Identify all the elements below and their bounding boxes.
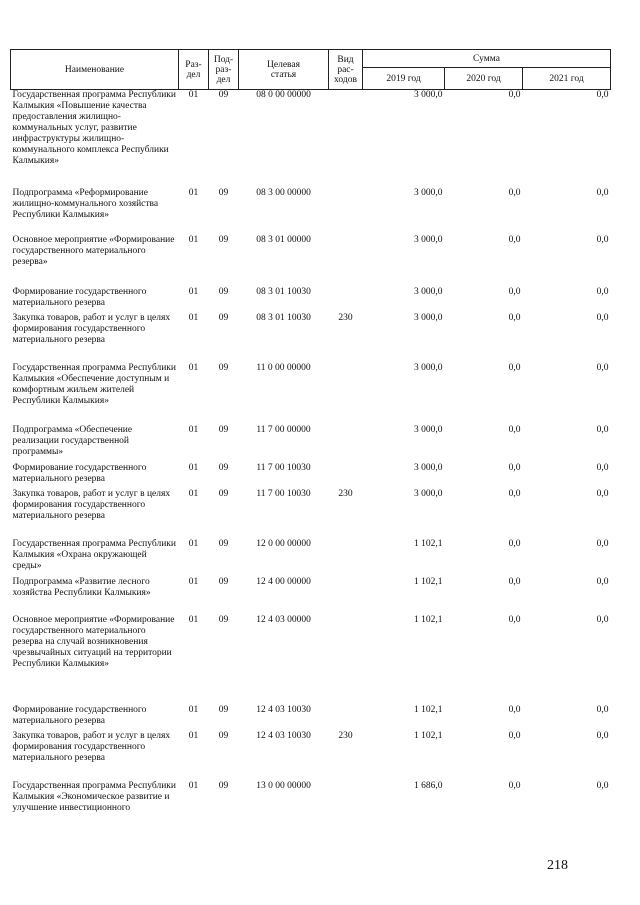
row-2021-cell: 0,0 xyxy=(596,614,609,625)
row-target-cell: 08 3 01 10030 xyxy=(256,286,311,297)
row-subsection-cell: 09 xyxy=(218,424,229,435)
row-2019-cell: 1 102,1 xyxy=(414,704,443,715)
row-expense-type-cell xyxy=(329,287,363,313)
row-expense-type-cell xyxy=(329,235,363,287)
row-target-cell: 08 3 00 00000 xyxy=(256,187,311,198)
row-subsection-cell: 09 xyxy=(218,614,229,625)
row-target-cell: 11 7 00 10030 xyxy=(256,462,311,473)
row-name-cell: Государственная программа Республики Калмыкия «Экономическое развитие и улучшение инвестиционного xyxy=(12,780,176,813)
row-section-cell: 01 xyxy=(188,312,199,323)
row-2019-cell: 1 686,0 xyxy=(414,780,443,791)
header-target: Целевая статья xyxy=(239,50,329,90)
row-name-cell: Формирование государственного материального резерва xyxy=(12,286,147,308)
table-row xyxy=(11,539,611,577)
row-2019-cell: 1 102,1 xyxy=(414,538,443,549)
row-target-cell: 08 3 01 00000 xyxy=(256,234,311,245)
row-section-cell: 01 xyxy=(188,576,199,587)
row-2021-cell: 0,0 xyxy=(596,187,609,198)
row-section-cell: 01 xyxy=(188,187,199,198)
row-expense-type-cell: 230 xyxy=(338,730,353,741)
row-section-cell: 01 xyxy=(188,286,199,297)
row-2019-cell: 3 000,0 xyxy=(414,462,443,473)
row-2020-cell: 0,0 xyxy=(508,576,521,587)
row-expense-type-cell xyxy=(329,363,363,425)
row-expense-type-cell xyxy=(329,463,363,489)
row-2019-cell: 3 000,0 xyxy=(414,312,443,323)
row-name-cell: Государственная программа Республики Калмыкия «Охрана окружающей среды» xyxy=(12,538,176,571)
row-expense-type-cell xyxy=(329,781,363,833)
table-body xyxy=(11,90,611,833)
row-section-cell: 01 xyxy=(188,488,199,499)
row-2020-cell: 0,0 xyxy=(508,234,521,245)
row-2020-cell: 0,0 xyxy=(508,730,521,741)
row-name-cell: Государственная программа Республики Калмыкия «Повышение качества предоставления жилищно-коммунальных услуг, развитие инфраструктуры жилищно-коммунального комплекса Республики Калмыкия» xyxy=(12,90,176,166)
row-name-cell: Подпрограмма «Развитие лесного хозяйства Республики Калмыкия» xyxy=(12,576,151,598)
row-name-cell: Подпрограмма «Обеспечение реализации государственной программы» xyxy=(12,424,133,457)
header-name: Наименование xyxy=(11,50,179,90)
row-2019-cell: 3 000,0 xyxy=(414,234,443,245)
row-subsection-cell: 09 xyxy=(218,187,229,198)
row-subsection-cell: 09 xyxy=(218,730,229,741)
row-2019-cell: 3 000,0 xyxy=(414,424,443,435)
row-2020-cell: 0,0 xyxy=(508,704,521,715)
row-subsection-cell: 09 xyxy=(218,90,229,100)
row-section-cell: 01 xyxy=(188,614,199,625)
row-expense-type-cell xyxy=(329,615,363,705)
table-row xyxy=(11,188,611,235)
row-2021-cell: 0,0 xyxy=(596,424,609,435)
row-subsection-cell: 09 xyxy=(218,286,229,297)
table-row xyxy=(11,705,611,731)
row-2020-cell: 0,0 xyxy=(508,187,521,198)
row-target-cell: 12 4 03 00000 xyxy=(256,614,311,625)
table-row xyxy=(11,235,611,287)
table-row xyxy=(11,577,611,615)
row-target-cell: 12 4 03 10030 xyxy=(256,704,311,715)
page-number: 218 xyxy=(547,858,568,873)
row-2020-cell: 0,0 xyxy=(508,312,521,323)
row-expense-type-cell xyxy=(329,188,363,235)
row-name-cell: Основное мероприятие «Формирование государственного материального резерва» xyxy=(12,234,175,267)
row-section-cell: 01 xyxy=(188,462,199,473)
row-subsection-cell: 09 xyxy=(218,576,229,587)
row-target-cell: 12 4 03 10030 xyxy=(256,730,311,741)
row-section-cell: 01 xyxy=(188,538,199,549)
row-2021-cell: 0,0 xyxy=(596,312,609,323)
row-2021-cell: 0,0 xyxy=(596,730,609,741)
row-target-cell: 12 4 00 00000 xyxy=(256,576,311,587)
row-2021-cell: 0,0 xyxy=(596,576,609,587)
row-expense-type-cell xyxy=(329,90,363,188)
row-section-cell: 01 xyxy=(188,362,199,373)
row-name-cell: Закупка товаров, работ и услуг в целях формирования государственного материального резерва xyxy=(12,312,171,345)
budget-table xyxy=(10,49,611,833)
row-subsection-cell: 09 xyxy=(218,704,229,715)
row-target-cell: 11 0 00 00000 xyxy=(256,362,311,373)
row-2020-cell: 0,0 xyxy=(508,90,521,100)
row-2019-cell: 3 000,0 xyxy=(414,187,443,198)
row-section-cell: 01 xyxy=(188,234,199,245)
row-2021-cell: 0,0 xyxy=(596,362,609,373)
row-subsection-cell: 09 xyxy=(218,780,229,791)
table-row xyxy=(11,781,611,833)
row-expense-type-cell: 230 xyxy=(338,488,353,499)
row-name-cell: Государственная программа Республики Калмыкия «Обеспечение доступным и комфортным жильем жителей Республики Калмыкия» xyxy=(12,362,176,406)
table-row xyxy=(11,287,611,313)
row-section-cell: 01 xyxy=(188,704,199,715)
row-target-cell: 11 7 00 10030 xyxy=(256,488,311,499)
row-2020-cell: 0,0 xyxy=(508,424,521,435)
row-section-cell: 01 xyxy=(188,90,199,100)
row-2019-cell: 1 102,1 xyxy=(414,614,443,625)
row-2019-cell: 3 000,0 xyxy=(414,286,443,297)
row-name-cell: Основное мероприятие «Формирование государственного материального резерва на случай возникновения чрезвычайных ситуаций на территории Республики Калмыкия» xyxy=(12,614,175,669)
row-expense-type-cell xyxy=(329,705,363,731)
header-2020: 2020 год xyxy=(445,68,523,90)
header-2021: 2021 год xyxy=(523,68,611,90)
row-subsection-cell: 09 xyxy=(218,462,229,473)
header-2019: 2019 год xyxy=(363,68,445,90)
row-2020-cell: 0,0 xyxy=(508,362,521,373)
row-subsection-cell: 09 xyxy=(218,234,229,245)
row-name-cell: Формирование государственного материального резерва xyxy=(12,704,147,726)
table-row xyxy=(11,463,611,489)
row-2019-cell: 3 000,0 xyxy=(414,362,443,373)
row-2019-cell: 1 102,1 xyxy=(414,576,443,587)
row-section-cell: 01 xyxy=(188,780,199,791)
row-2019-cell: 3 000,0 xyxy=(414,90,443,100)
row-2019-cell: 1 102,1 xyxy=(414,730,443,741)
row-2021-cell: 0,0 xyxy=(596,538,609,549)
row-target-cell: 08 3 01 10030 xyxy=(256,312,311,323)
row-2020-cell: 0,0 xyxy=(508,286,521,297)
header-subsection: Под- раз- дел xyxy=(209,50,239,90)
table-row xyxy=(11,489,611,539)
row-2020-cell: 0,0 xyxy=(508,488,521,499)
row-section-cell: 01 xyxy=(188,730,199,741)
row-2021-cell: 0,0 xyxy=(596,286,609,297)
row-2020-cell: 0,0 xyxy=(508,462,521,473)
table-row xyxy=(11,425,611,463)
row-target-cell: 08 0 00 00000 xyxy=(256,90,311,100)
row-subsection-cell: 09 xyxy=(218,488,229,499)
row-expense-type-cell xyxy=(329,425,363,463)
row-2020-cell: 0,0 xyxy=(508,614,521,625)
table-row xyxy=(11,90,611,188)
row-2020-cell: 0,0 xyxy=(508,538,521,549)
row-name-cell: Закупка товаров, работ и услуг в целях формирования государственного материального резерва xyxy=(12,730,171,763)
table-row xyxy=(11,615,611,705)
header-section: Раз- дел xyxy=(179,50,209,90)
row-2021-cell: 0,0 xyxy=(596,462,609,473)
row-2019-cell: 3 000,0 xyxy=(414,488,443,499)
row-name-cell: Формирование государственного материального резерва xyxy=(12,462,147,484)
row-2021-cell: 0,0 xyxy=(596,90,609,100)
row-2020-cell: 0,0 xyxy=(508,780,521,791)
row-subsection-cell: 09 xyxy=(218,362,229,373)
row-target-cell: 11 7 00 00000 xyxy=(256,424,311,435)
row-target-cell: 12 0 00 00000 xyxy=(256,538,311,549)
table-row xyxy=(11,363,611,425)
table-row xyxy=(11,731,611,781)
row-subsection-cell: 09 xyxy=(218,538,229,549)
row-expense-type-cell: 230 xyxy=(338,312,353,323)
row-target-cell: 13 0 00 00000 xyxy=(256,780,311,791)
row-2021-cell: 0,0 xyxy=(596,488,609,499)
row-expense-type-cell xyxy=(329,577,363,615)
row-name-cell: Подпрограмма «Реформирование жилищно-коммунального хозяйства Республики Калмыкия» xyxy=(12,187,159,220)
row-name-cell: Закупка товаров, работ и услуг в целях формирования государственного материального резерва xyxy=(12,488,171,521)
row-expense-type-cell xyxy=(329,539,363,577)
row-2021-cell: 0,0 xyxy=(596,704,609,715)
header-expense-type: Вид рас- ходов xyxy=(329,50,363,90)
header-sum: Сумма xyxy=(363,50,611,68)
row-subsection-cell: 09 xyxy=(218,312,229,323)
table-row xyxy=(11,313,611,363)
row-2021-cell: 0,0 xyxy=(596,780,609,791)
row-2021-cell: 0,0 xyxy=(596,234,609,245)
row-section-cell: 01 xyxy=(188,424,199,435)
